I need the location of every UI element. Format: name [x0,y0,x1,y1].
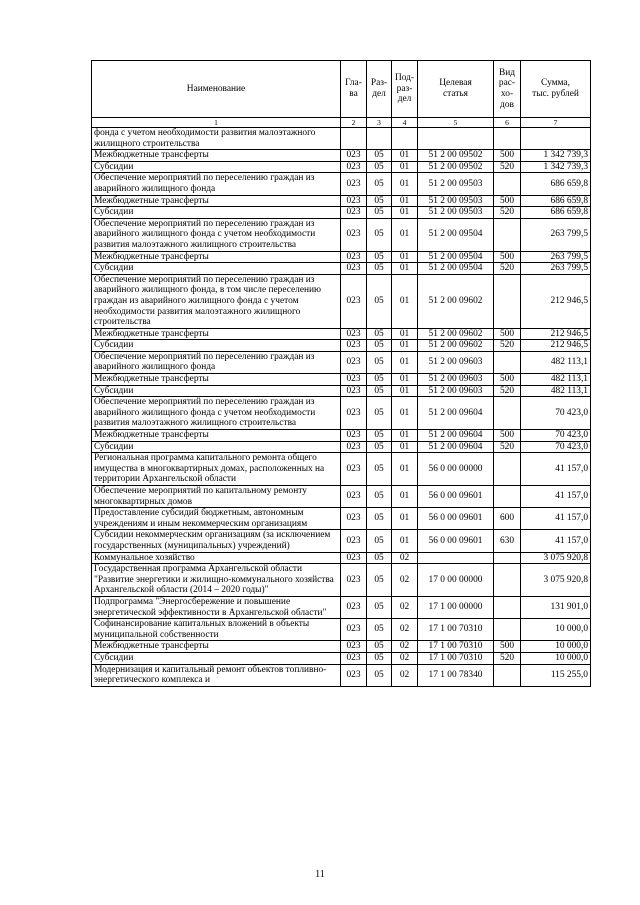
cell-glava: 023 [341,453,367,486]
cell-name: Субсидии [92,340,341,352]
cell-podrazdel: 02 [392,564,418,597]
cell-podrazdel: 01 [392,453,418,486]
cell-name: Обеспечение мероприятий по переселению граждан из аварийного жилищного фонда [92,173,341,195]
cell-podrazdel: 01 [392,385,418,397]
cell-name: Обеспечение мероприятий по переселению граждан из аварийного жилищного фонда с учетом необходимости развития малоэтажного жилищного строительства [92,218,341,251]
cell-statya: 51 2 00 09502 [418,161,494,173]
cell-podrazdel: 01 [392,161,418,173]
cell-statya: 51 2 00 09502 [418,150,494,162]
cell-statya: 56 0 00 09601 [418,486,494,508]
table-row [92,173,591,195]
cell-summa: 3 075 920,8 [521,564,591,597]
cell-vid [494,664,521,686]
cell-name: Межбюджетные трансферты [92,195,341,207]
cell-vid: 500 [494,641,521,653]
cell-statya: 51 2 00 09603 [418,351,494,373]
table-row [92,251,591,263]
header-razdel: Раз- дел [367,61,392,118]
cell-summa: 263 799,5 [521,251,591,263]
table-row [92,641,591,653]
cell-statya: 51 2 00 09503 [418,173,494,195]
cell-summa: 1 342 739,3 [521,150,591,162]
cell-glava: 023 [341,385,367,397]
table-row [92,351,591,373]
table-row [92,274,591,328]
cell-podrazdel: 01 [392,195,418,207]
table-row [92,263,591,275]
cell-name: Субсидии некоммерческим организациям (за исключением государственных (муниципальных) учреждений) [92,530,341,552]
header-summa: Сумма, тыс. рублей [521,61,591,118]
cell-podrazdel: 01 [392,274,418,328]
cell-razdel: 05 [367,486,392,508]
cell-podrazdel: 01 [392,530,418,552]
cell-name: Субсидии [92,652,341,664]
cell-vid: 520 [494,385,521,397]
cell-vid: 500 [494,328,521,340]
cell-vid: 500 [494,374,521,386]
cell-razdel: 05 [367,441,392,453]
cell-glava: 023 [341,664,367,686]
cell-vid [494,274,521,328]
column-number-row [92,118,591,128]
cell-razdel [367,128,392,150]
cell-razdel: 05 [367,664,392,686]
cell-name: Межбюджетные трансферты [92,641,341,653]
cell-vid: 630 [494,530,521,552]
cell-glava: 023 [341,150,367,162]
column-number: 7 [521,118,591,128]
cell-razdel: 05 [367,397,392,430]
cell-podrazdel: 02 [392,552,418,564]
cell-glava: 023 [341,596,367,618]
cell-summa [521,128,591,150]
cell-podrazdel: 01 [392,486,418,508]
table-row [92,385,591,397]
budget-table [91,60,591,687]
cell-podrazdel: 02 [392,596,418,618]
cell-summa: 10 000,0 [521,652,591,664]
cell-name: Региональная программа капитального ремонта общего имущества в многоквартирных домах, расположенных на территории Архангельской области [92,453,341,486]
table-row [92,441,591,453]
cell-glava: 023 [341,397,367,430]
cell-statya: 17 1 00 70310 [418,619,494,641]
cell-razdel: 05 [367,619,392,641]
table-row [92,430,591,442]
cell-razdel: 05 [367,374,392,386]
cell-glava: 023 [341,263,367,275]
cell-vid [494,596,521,618]
cell-razdel: 05 [367,274,392,328]
cell-name: Подпрограмма "Энергосбережение и повышение энергетической эффективности в Архангельской области" [92,596,341,618]
cell-statya: 56 0 00 09601 [418,508,494,530]
cell-vid: 500 [494,251,521,263]
cell-summa: 115 255,0 [521,664,591,686]
table-row [92,340,591,352]
cell-glava: 023 [341,441,367,453]
cell-name: Субсидии [92,161,341,173]
cell-statya: 51 2 00 09503 [418,207,494,219]
cell-razdel: 05 [367,251,392,263]
cell-name: Субсидии [92,207,341,219]
table-row [92,564,591,597]
cell-vid: 520 [494,441,521,453]
cell-razdel: 05 [367,161,392,173]
cell-podrazdel: 01 [392,207,418,219]
cell-vid: 500 [494,150,521,162]
table-row [92,486,591,508]
header-statya: Целевая статья [418,61,494,118]
cell-name: Субсидии [92,385,341,397]
cell-summa: 70 423,0 [521,397,591,430]
table-row [92,508,591,530]
cell-summa: 70 423,0 [521,441,591,453]
cell-glava: 023 [341,328,367,340]
table-row [92,195,591,207]
cell-vid [494,351,521,373]
cell-glava [341,128,367,150]
cell-razdel: 05 [367,508,392,530]
cell-razdel: 05 [367,652,392,664]
cell-podrazdel: 01 [392,340,418,352]
cell-vid [494,173,521,195]
table-row [92,397,591,430]
cell-name: Межбюджетные трансферты [92,251,341,263]
cell-name: Государственная программа Архангельской области "Развитие энергетики и жилищно-коммунального хозяйства Архангельской области (2014 – 2020 годы)" [92,564,341,597]
cell-vid [494,128,521,150]
cell-razdel: 05 [367,218,392,251]
cell-statya: 51 2 00 09604 [418,441,494,453]
cell-podrazdel: 01 [392,251,418,263]
cell-statya: 51 2 00 09602 [418,328,494,340]
cell-summa: 263 799,5 [521,218,591,251]
cell-glava: 023 [341,218,367,251]
cell-summa: 482 113,1 [521,374,591,386]
cell-statya: 17 1 00 70310 [418,652,494,664]
cell-summa: 41 157,0 [521,508,591,530]
cell-vid [494,486,521,508]
cell-razdel: 05 [367,453,392,486]
cell-vid [494,218,521,251]
cell-glava: 023 [341,351,367,373]
cell-glava: 023 [341,374,367,386]
cell-summa: 212 946,5 [521,340,591,352]
cell-statya: 56 0 00 09601 [418,530,494,552]
cell-statya: 17 0 00 00000 [418,564,494,597]
cell-summa: 263 799,5 [521,263,591,275]
cell-razdel: 05 [367,641,392,653]
cell-podrazdel: 01 [392,263,418,275]
cell-razdel: 05 [367,173,392,195]
cell-razdel: 05 [367,552,392,564]
cell-glava: 023 [341,430,367,442]
cell-statya [418,128,494,150]
column-number: 2 [341,118,367,128]
cell-glava: 023 [341,486,367,508]
table-row [92,161,591,173]
cell-razdel: 05 [367,385,392,397]
cell-vid: 520 [494,207,521,219]
table-row [92,530,591,552]
cell-summa: 212 946,5 [521,274,591,328]
cell-razdel: 05 [367,263,392,275]
cell-name: фонда с учетом необходимости развития малоэтажного жилищного строительства [92,128,341,150]
column-number: 3 [367,118,392,128]
header-row [92,61,591,118]
cell-glava: 023 [341,552,367,564]
cell-name: Обеспечение мероприятий по переселению граждан из аварийного жилищного фонда с учетом необходимости развития малоэтажного жилищного строительства [92,397,341,430]
cell-statya: 51 2 00 09603 [418,374,494,386]
cell-podrazdel: 01 [392,218,418,251]
cell-name: Обеспечение мероприятий по переселению граждан из аварийного жилищного фонда, в том числе переселению граждан из аварийного жилищного фонда с учетом необходимости развития малоэтажного жилищного строительства [92,274,341,328]
cell-podrazdel: 01 [392,374,418,386]
cell-summa: 482 113,1 [521,385,591,397]
table-row [92,596,591,618]
cell-statya: 51 2 00 09604 [418,430,494,442]
cell-podrazdel: 01 [392,328,418,340]
column-number: 1 [92,118,341,128]
cell-summa: 10 000,0 [521,641,591,653]
cell-name: Модернизация и капитальный ремонт объектов топливно-энергетического комплекса и [92,664,341,686]
cell-glava: 023 [341,207,367,219]
cell-glava: 023 [341,274,367,328]
cell-razdel: 05 [367,351,392,373]
table-row [92,453,591,486]
table-row [92,374,591,386]
cell-vid: 520 [494,652,521,664]
cell-summa: 10 000,0 [521,619,591,641]
table-row [92,150,591,162]
cell-statya: 51 2 00 09602 [418,274,494,328]
cell-statya: 51 2 00 09504 [418,251,494,263]
cell-summa: 686 659,8 [521,173,591,195]
cell-summa: 41 157,0 [521,530,591,552]
cell-summa: 482 113,1 [521,351,591,373]
cell-statya: 17 1 00 78340 [418,664,494,686]
cell-name: Межбюджетные трансферты [92,150,341,162]
cell-razdel: 05 [367,150,392,162]
cell-name: Обеспечение мероприятий по переселению граждан из аварийного жилищного фонда [92,351,341,373]
cell-razdel: 05 [367,596,392,618]
page-number: 11 [315,869,325,880]
cell-name: Субсидии [92,441,341,453]
cell-name: Субсидии [92,263,341,275]
cell-glava: 023 [341,564,367,597]
cell-razdel: 05 [367,430,392,442]
cell-summa: 3 075 920,8 [521,552,591,564]
cell-glava: 023 [341,619,367,641]
cell-statya: 51 2 00 09602 [418,340,494,352]
column-number: 5 [418,118,494,128]
cell-vid [494,619,521,641]
table-row [92,207,591,219]
table-row [92,218,591,251]
cell-vid [494,397,521,430]
table-row [92,652,591,664]
cell-name: Софинансирование капитальных вложений в объекты муниципальной собственности [92,619,341,641]
cell-name: Обеспечение мероприятий по капитальному ремонту многоквартирных домов [92,486,341,508]
cell-summa: 686 659,8 [521,195,591,207]
cell-glava: 023 [341,173,367,195]
cell-podrazdel: 01 [392,397,418,430]
cell-vid: 520 [494,340,521,352]
cell-name: Межбюджетные трансферты [92,430,341,442]
cell-statya: 51 2 00 09603 [418,385,494,397]
table-row [92,328,591,340]
cell-razdel: 05 [367,530,392,552]
cell-statya [418,552,494,564]
cell-glava: 023 [341,251,367,263]
cell-summa: 41 157,0 [521,486,591,508]
cell-summa: 212 946,5 [521,328,591,340]
cell-podrazdel: 02 [392,619,418,641]
cell-summa: 70 423,0 [521,430,591,442]
header-name: Наименование [92,61,341,118]
cell-summa: 41 157,0 [521,453,591,486]
cell-podrazdel: 01 [392,150,418,162]
cell-podrazdel: 01 [392,441,418,453]
cell-statya: 56 0 00 00000 [418,453,494,486]
cell-statya: 51 2 00 09604 [418,397,494,430]
cell-statya: 51 2 00 09504 [418,218,494,251]
cell-razdel: 05 [367,340,392,352]
cell-glava: 023 [341,195,367,207]
cell-statya: 51 2 00 09504 [418,263,494,275]
header-podrazdel: Под- раз- дел [392,61,418,118]
cell-razdel: 05 [367,195,392,207]
cell-glava: 023 [341,530,367,552]
cell-vid: 500 [494,195,521,207]
cell-podrazdel: 02 [392,641,418,653]
cell-name: Межбюджетные трансферты [92,328,341,340]
cell-glava: 023 [341,641,367,653]
table-body [92,128,591,687]
cell-statya: 17 1 00 00000 [418,596,494,618]
cell-glava: 023 [341,652,367,664]
cell-statya: 17 1 00 70310 [418,641,494,653]
table-row [92,552,591,564]
cell-summa: 686 659,8 [521,207,591,219]
cell-glava: 023 [341,161,367,173]
cell-vid: 520 [494,263,521,275]
cell-razdel: 05 [367,207,392,219]
column-number: 4 [392,118,418,128]
table-row [92,664,591,686]
cell-vid [494,453,521,486]
cell-podrazdel [392,128,418,150]
cell-name: Межбюджетные трансферты [92,374,341,386]
cell-glava: 023 [341,340,367,352]
cell-vid: 520 [494,161,521,173]
cell-podrazdel: 02 [392,652,418,664]
header-vid: Вид рас- хо- дов [494,61,521,118]
cell-name: Коммунальное хозяйство [92,552,341,564]
cell-podrazdel: 02 [392,664,418,686]
cell-podrazdel: 01 [392,173,418,195]
table-row [92,619,591,641]
cell-podrazdel: 01 [392,430,418,442]
cell-razdel: 05 [367,328,392,340]
header-glava: Гла- ва [341,61,367,118]
cell-podrazdel: 01 [392,508,418,530]
cell-summa: 131 901,0 [521,596,591,618]
cell-vid [494,552,521,564]
cell-vid: 500 [494,430,521,442]
cell-razdel: 05 [367,564,392,597]
column-number: 6 [494,118,521,128]
cell-vid [494,564,521,597]
table-row [92,128,591,150]
cell-vid: 600 [494,508,521,530]
cell-podrazdel: 01 [392,351,418,373]
cell-name: Предоставление субсидий бюджетным, автономным учреждениям и иным некоммерческим организациям [92,508,341,530]
cell-glava: 023 [341,508,367,530]
cell-summa: 1 342 739,3 [521,161,591,173]
cell-statya: 51 2 00 09503 [418,195,494,207]
